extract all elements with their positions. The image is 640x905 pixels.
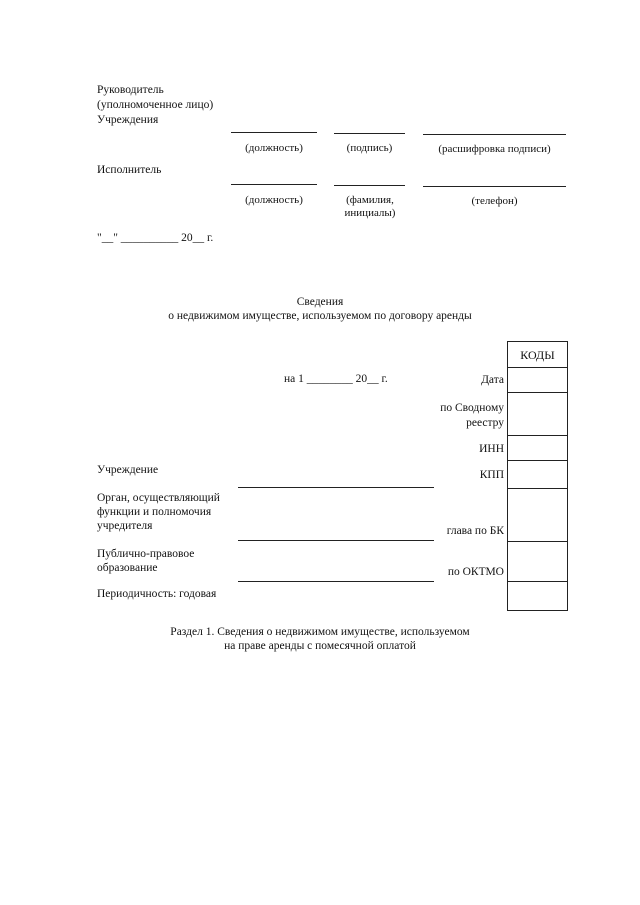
head-label-line2: (уполномоченное лицо) (97, 99, 214, 111)
signature-date: "__" __________ 20__ г. (97, 232, 214, 244)
code-cell-registry (508, 393, 567, 436)
executor-name-line (334, 185, 405, 186)
label-inn: ИНН (479, 443, 504, 455)
executor-caption-name-line1: (фамилия, (346, 194, 394, 206)
head-label (97, 83, 213, 128)
label-public-entity-line2: образование (97, 562, 158, 574)
head-position-line (231, 132, 317, 133)
codes-table (507, 341, 568, 611)
document-subtitle: о недвижимом имуществе, используемом по договору аренды (168, 310, 472, 322)
code-cell-oktmo (508, 542, 567, 582)
label-founder-organ-line3: учредителя (97, 520, 153, 532)
head-label-line1: Руководитель (97, 84, 164, 96)
head-label-line3: Учреждения (97, 114, 159, 126)
code-cell-inn (508, 436, 567, 461)
public-entity-line (238, 581, 434, 582)
head-decoding-line (423, 134, 566, 135)
code-cell-date (508, 368, 567, 393)
label-periodicity: Периодичность: годовая (97, 588, 217, 600)
label-registry-2: реестру (466, 417, 504, 429)
label-founder-organ (97, 491, 220, 533)
label-bk: глава по БК (446, 525, 504, 537)
executor-caption-phone: (телефон) (471, 195, 518, 207)
label-institution: Учреждение (97, 464, 159, 476)
head-caption-signature: (подпись) (346, 142, 393, 154)
section1-subtitle: на праве аренды с помесячной оплатой (224, 640, 416, 652)
code-cell-kpp (508, 461, 567, 489)
report-date: на 1 ________ 20__ г. (284, 373, 388, 385)
institution-line (238, 487, 434, 488)
label-public-entity-line1: Публично-правовое (97, 548, 195, 560)
codes-header: КОДЫ (508, 342, 567, 368)
head-signature-line (334, 133, 405, 134)
document-title: Сведения (296, 296, 344, 308)
executor-caption-name-line2: инициалы) (344, 207, 396, 219)
label-founder-organ-line1: Орган, осуществляющий (97, 492, 220, 504)
executor-caption-position: (должность) (245, 194, 303, 206)
executor-phone-line (423, 186, 566, 187)
head-caption-position: (должность) (245, 142, 303, 154)
executor-position-line (231, 184, 317, 185)
head-caption-decoding: (расшифровка подписи) (438, 143, 551, 155)
label-oktmo: по ОКТМО (447, 566, 504, 578)
code-cell-periodicity (508, 582, 567, 611)
label-registry-1: по Сводному (440, 402, 504, 414)
label-founder-organ-line2: функции и полномочия (97, 506, 212, 518)
founder-organ-line (238, 540, 434, 541)
label-date: Дата (481, 374, 504, 386)
label-public-entity (97, 547, 194, 575)
label-kpp: КПП (479, 469, 504, 481)
executor-label: Исполнитель (97, 164, 162, 176)
section1-title: Раздел 1. Сведения о недвижимом имуществе, используемом (170, 626, 470, 638)
executor-caption-name (330, 194, 410, 220)
code-cell-bk (508, 489, 567, 542)
